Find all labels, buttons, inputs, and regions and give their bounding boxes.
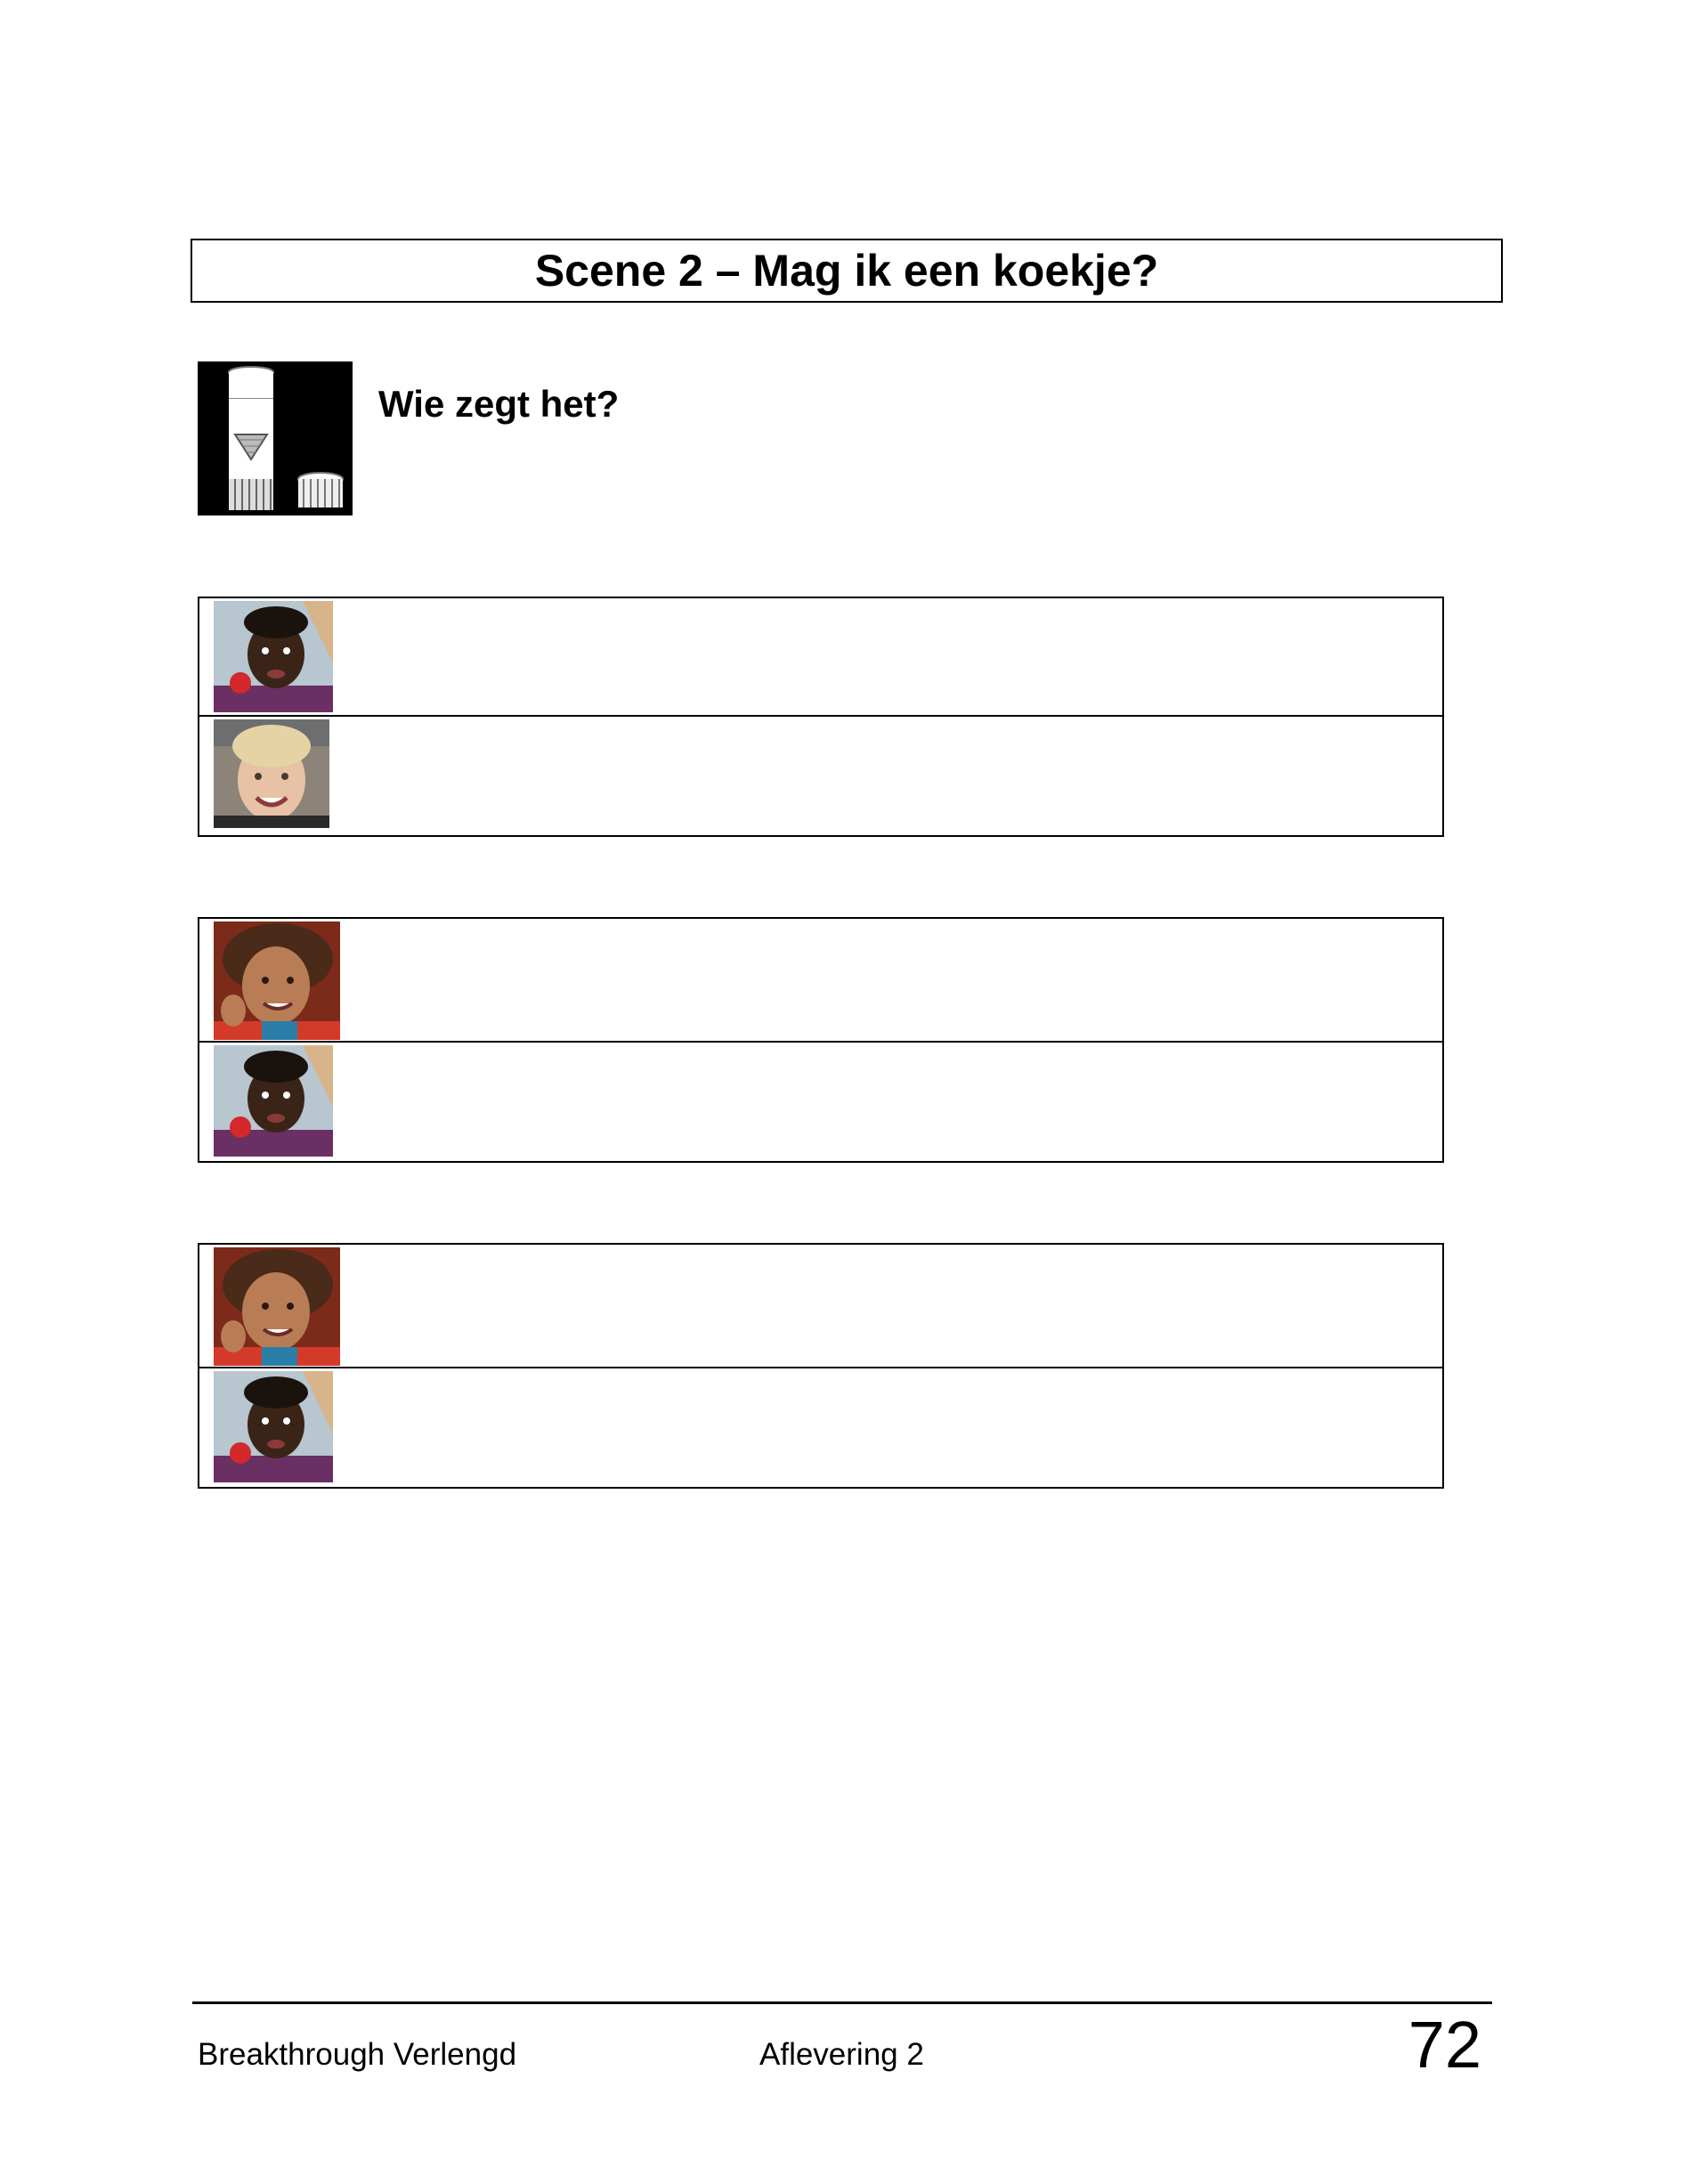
dialogue-row xyxy=(199,919,1442,1043)
footer-series: Breakthrough Verlengd xyxy=(198,2037,517,2072)
answer-space[interactable] xyxy=(342,1254,1424,1358)
dialogue-table-1 xyxy=(198,597,1444,837)
glue-stick-icon xyxy=(198,361,353,516)
speaker-blond-boy-avatar xyxy=(214,719,329,828)
instruction-text: Wie zegt het? xyxy=(378,383,620,425)
dialogue-row xyxy=(199,1043,1442,1161)
answer-space[interactable] xyxy=(342,607,1424,706)
dialogue-row xyxy=(199,717,1442,835)
dialogue-table-2 xyxy=(198,917,1444,1163)
answer-space[interactable] xyxy=(342,1051,1424,1152)
scene-title: Scene 2 – Mag ik een koekje? xyxy=(191,239,1503,303)
speaker-curly-girl-avatar xyxy=(214,1247,340,1366)
page-number: 72 xyxy=(1408,2008,1481,2082)
dialogue-table-3 xyxy=(198,1243,1444,1489)
answer-space[interactable] xyxy=(342,726,1424,826)
dialogue-row xyxy=(199,598,1442,717)
speaker-woman-red-earring-avatar xyxy=(214,601,333,712)
footer-divider xyxy=(192,2001,1492,2004)
dialogue-row xyxy=(199,1368,1442,1487)
answer-space[interactable] xyxy=(342,1377,1424,1478)
footer-episode: Aflevering 2 xyxy=(759,2037,924,2072)
speaker-woman-red-earring-avatar xyxy=(214,1045,333,1157)
answer-space[interactable] xyxy=(342,928,1424,1032)
speaker-woman-red-earring-avatar xyxy=(214,1371,333,1482)
dialogue-row xyxy=(199,1245,1442,1368)
speaker-curly-girl-avatar xyxy=(214,922,340,1040)
